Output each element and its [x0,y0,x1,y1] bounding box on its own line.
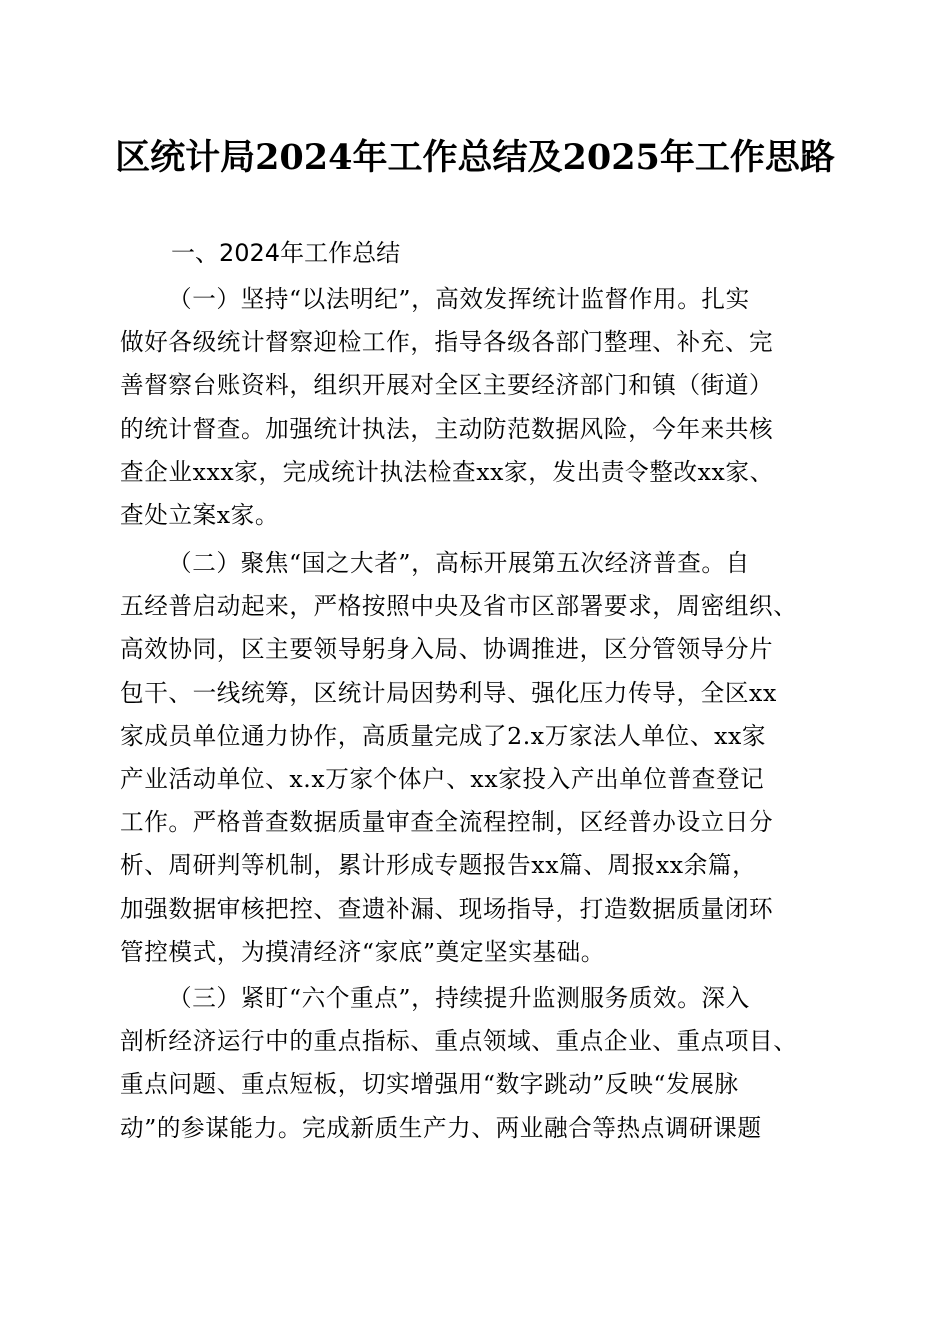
paragraph-line: 善督察台账资料，组织开展对全区主要经济部门和镇（街道） [120,371,774,400]
paragraph-line: 家成员单位通力协作，高质量完成了2.x万家法人单位、xx家 [120,721,767,750]
paragraph-line: 包干、一线统筹，区统计局因势利导、强化压力传导，全区xx [120,678,777,707]
paragraph-line: （三）紧盯“六个重点”，持续提升监测服务质效。深入 [168,984,750,1012]
paragraph-line: 析、周研判等机制，累计形成专题报告xx篇、周报xx余篇， [120,851,757,880]
paragraph-line: 重点问题、重点短板，切实增强用“数字跳动”反映“发展脉 [120,1070,739,1099]
paragraph-line: （一）坚持“以法明纪”，高效发挥统计监督作用。扎实 [168,285,750,313]
paragraph-3 [120,977,826,1150]
paragraph-line: 高效协同，区主要领导躬身入局、协调推进，区分管领导分片 [120,635,774,664]
document-title: 区统计局2024年工作总结及2025年工作思路 [115,137,835,178]
paragraph-line: 五经普启动起来，严格按照中央及省市区部署要求，周密组织、 [120,592,798,621]
paragraph-1 [120,278,826,537]
paragraph-line: 工作。严格普查数据质量审查全流程控制，区经普办设立日分 [120,808,774,837]
paragraph-line: （二）聚焦“国之大者”，高标开展第五次经济普查。自 [168,549,750,577]
paragraph-2 [120,542,826,974]
paragraph-line: 剖析经济运行中的重点指标、重点领域、重点企业、重点项目、 [120,1027,798,1056]
section-heading: 一、2024年工作总结 [171,239,401,267]
paragraph-line: 动”的参谋能力。完成新质生产力、两业融合等热点调研课题 [120,1113,762,1142]
paragraph-line: 加强数据审核把控、查遗补漏、现场指导，打造数据质量闭环 [120,894,774,923]
paragraph-line: 的统计督查。加强统计执法，主动防范数据风险，今年来共核 [120,414,774,443]
paragraph-line: 查企业xxx家，完成统计执法检查xx家，发出责令整改xx家、 [120,457,774,486]
paragraph-line: 产业活动单位、x.x万家个体户、xx家投入产出单位普查登记 [120,764,765,793]
paragraph-line: 管控模式，为摸清经济“家底”奠定坚实基础。 [120,937,606,966]
paragraph-line: 做好各级统计督察迎检工作，指导各级各部门整理、补充、完 [120,328,774,357]
paragraph-line: 查处立案x家。 [120,500,280,529]
